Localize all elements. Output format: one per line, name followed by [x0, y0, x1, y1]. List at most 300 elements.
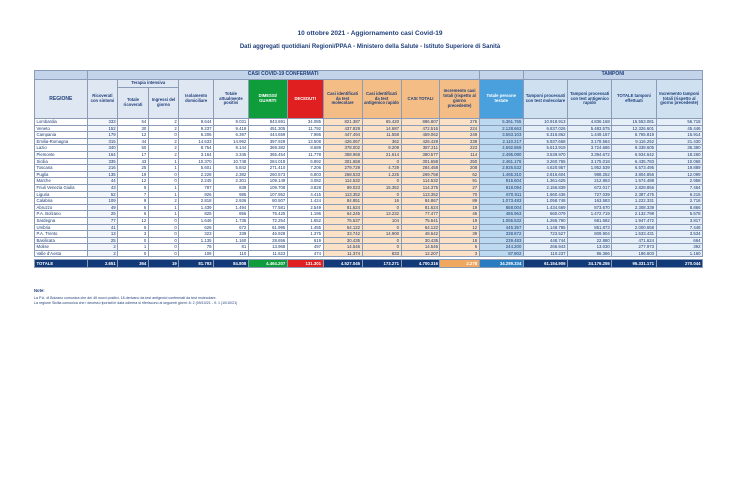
- table-cell: 9.338.605: [612, 145, 656, 152]
- table-cell: 335: [87, 158, 118, 165]
- table-cell: 985: [214, 191, 249, 198]
- total-row: [35, 260, 703, 268]
- region-cell: Campania: [35, 132, 88, 139]
- table-cell: 10.068: [656, 158, 702, 165]
- table-cell: 84.867: [401, 198, 440, 205]
- table-cell: 365.454: [248, 151, 287, 158]
- table-cell: 56.718: [656, 119, 702, 126]
- table-cell: 5.937.668: [523, 138, 567, 145]
- table-cell: 358.968: [323, 151, 362, 158]
- table-cell: 380.577: [401, 151, 440, 158]
- table-cell: 821.387: [323, 119, 362, 126]
- table-cell: 3.175.018: [568, 158, 612, 165]
- table-cell: 323: [179, 231, 214, 238]
- table-row: [35, 138, 703, 145]
- table-cell: 426.429: [401, 138, 440, 145]
- total-cell: 34.176.255: [568, 260, 612, 268]
- table-cell: 152: [87, 125, 118, 132]
- table-cell: 2: [148, 119, 179, 126]
- table-cell: 451.305: [248, 125, 287, 132]
- table-cell: 809.904: [568, 231, 612, 238]
- table-cell: 27: [440, 184, 479, 191]
- table-cell: 46: [440, 211, 479, 218]
- table-cell: 61.995: [248, 224, 287, 231]
- table-cell: 12.099: [656, 171, 702, 178]
- table-cell: 5.361.765: [479, 119, 523, 126]
- table-cell: 387.211: [401, 145, 440, 152]
- table-cell: 54: [118, 119, 149, 126]
- table-cell: 2.495.080: [479, 151, 523, 158]
- table-cell: 15.553.081: [612, 119, 656, 126]
- table-cell: 50: [118, 145, 149, 152]
- table-cell: 22.880: [568, 237, 612, 244]
- table-cell: 91: [440, 178, 479, 185]
- table-cell: 6.934.642: [612, 151, 656, 158]
- table-cell: 858.004: [479, 204, 523, 211]
- table-cell: 1.196: [287, 211, 323, 218]
- table-cell: 64.245: [323, 211, 362, 218]
- table-cell: 277.973: [612, 244, 656, 251]
- table-cell: 8.644: [179, 119, 214, 126]
- table-cell: 70: [440, 191, 479, 198]
- region-cell: Sicilia: [35, 158, 88, 165]
- table-cell: 10.918.913: [523, 119, 567, 126]
- table-cell: 2: [87, 244, 118, 251]
- table-cell: 6: [440, 244, 479, 251]
- table-cell: 19: [440, 204, 479, 211]
- table-cell: 3.804.856: [612, 171, 656, 178]
- table-cell: 0: [362, 158, 401, 165]
- table-cell: 0: [362, 244, 401, 251]
- table-cell: 1.135: [179, 237, 214, 244]
- table-cell: 14.546: [323, 244, 362, 251]
- page-title: 10 ottobre 2021 - Aggiornamento casi Covid-19: [297, 30, 443, 37]
- table-row: [35, 178, 703, 185]
- table-cell: 2.000.658: [612, 224, 656, 231]
- table-cell: 109.708: [248, 184, 287, 191]
- table-cell: 471.624: [612, 237, 656, 244]
- table-cell: 271.410: [248, 165, 287, 172]
- table-cell: 33.742: [323, 231, 362, 238]
- table-cell: 13.232: [362, 211, 401, 218]
- table-cell: 1.160: [214, 237, 249, 244]
- table-cell: 2.132.798: [612, 211, 656, 218]
- table-cell: 9.419: [214, 125, 249, 132]
- table-cell: 77.477: [401, 211, 440, 218]
- table-cell: 1.465.310: [479, 171, 523, 178]
- table-cell: 6.573.495: [612, 165, 656, 172]
- table-cell: 5.483.575: [568, 125, 612, 132]
- table-cell: 84.851: [323, 198, 362, 205]
- table-cell: 660.079: [523, 211, 567, 218]
- table-cell: 269.758: [401, 171, 440, 178]
- region-cell: Friuli Venezia Giulia: [35, 184, 88, 191]
- col-header-tamp-mol: Tamponi processati con test molecolare: [523, 80, 567, 119]
- table-row: [35, 250, 703, 257]
- table-cell: 301.658: [323, 158, 362, 165]
- table-cell: 1.646: [179, 217, 214, 224]
- table-cell: 0: [362, 178, 401, 185]
- table-cell: 1.434.669: [523, 204, 567, 211]
- col-header-incremento: Incremento casi totali (rispetto al giorno precedente): [440, 80, 479, 119]
- table-cell: 179: [87, 132, 118, 139]
- region-cell: Emilia-Romagna: [35, 138, 88, 145]
- table-cell: 15.352: [362, 184, 401, 191]
- col-header-molecolare: Casi identificati da test molecolare: [323, 80, 362, 119]
- total-cell: 4.464.207: [248, 260, 287, 268]
- table-cell: 3.539.970: [523, 151, 567, 158]
- table-cell: 437.829: [323, 125, 362, 132]
- table-row: [35, 204, 703, 211]
- table-cell: 833: [362, 250, 401, 257]
- table-cell: 6.206: [179, 132, 214, 139]
- table-cell: 1.055.532: [479, 217, 523, 224]
- table-row: [35, 231, 703, 238]
- table-cell: 81.624: [401, 204, 440, 211]
- total-cell: 2.278: [440, 260, 479, 268]
- table-cell: 459.062: [401, 132, 440, 139]
- table-cell: 0: [362, 191, 401, 198]
- table-cell: 216: [87, 165, 118, 172]
- table-cell: 856: [214, 211, 249, 218]
- table-cell: 164: [87, 151, 118, 158]
- table-cell: 244.200: [479, 244, 523, 251]
- table-cell: 5: [118, 224, 149, 231]
- table-cell: 3.817: [656, 217, 702, 224]
- col-header-ti-ingressi: Ingressi del giorno: [148, 88, 179, 119]
- table-cell: 239.483: [479, 237, 523, 244]
- table-cell: 472.516: [401, 125, 440, 132]
- table-cell: 4.620.957: [523, 165, 567, 172]
- table-row: [35, 184, 703, 191]
- table-cell: 727.039: [568, 191, 612, 198]
- table-cell: 2.128.663: [479, 125, 523, 132]
- table-cell: 41: [87, 224, 118, 231]
- table-row: [35, 165, 703, 172]
- table-cell: 114: [440, 151, 479, 158]
- region-cell: Molise: [35, 244, 88, 251]
- table-cell: 80.507: [248, 198, 287, 205]
- table-cell: 75.425: [248, 211, 287, 218]
- table-cell: 17: [118, 151, 149, 158]
- table-cell: 64.122: [323, 224, 362, 231]
- table-cell: 1.361.625: [523, 178, 567, 185]
- table-cell: 333: [87, 119, 118, 126]
- table-cell: 6.892: [287, 158, 323, 165]
- col-header-ricoverati: Ricoverati con sintomi: [87, 80, 118, 119]
- table-row: [35, 237, 703, 244]
- table-cell: 81.624: [323, 204, 362, 211]
- total-cell: 2.651: [87, 260, 118, 268]
- table-cell: 5.316.862: [523, 132, 567, 139]
- table-cell: 672.017: [568, 184, 612, 191]
- table-cell: 1.265.790: [523, 217, 567, 224]
- table-cell: 16: [362, 198, 401, 205]
- table-cell: 0: [148, 178, 179, 185]
- table-cell: 12: [118, 217, 149, 224]
- note-line-1: La P.A. di Bolzano comunica che dei 46 nuovi positivi, 18 derivano da test antigenici confermati da test molecolare.: [34, 296, 217, 300]
- table-cell: 11.623: [248, 250, 287, 257]
- note-line-2: La regione Sicilia comunica che i decessi riportati in data odierna si riferiscono ai seguenti giorni: 8: 2 (09/10/21 - 9: 1 (10/10/21): [34, 301, 238, 305]
- table-cell: 18: [440, 237, 479, 244]
- table-cell: 1.952.539: [568, 165, 612, 172]
- table-cell: 1.574.488: [612, 178, 656, 185]
- table-cell: 915.604: [479, 178, 523, 185]
- table-row: [35, 211, 703, 218]
- total-cell: 34.289.334: [479, 260, 523, 268]
- table-cell: 1: [148, 184, 179, 191]
- table-cell: 81: [214, 244, 249, 251]
- table-cell: 113.352: [401, 191, 440, 198]
- table-cell: 843.691: [248, 119, 287, 126]
- group-header-casi: CASI COVID-19 CONFERMATI: [87, 71, 479, 80]
- table-cell: 6.765.819: [612, 132, 656, 139]
- notes-title: Note:: [34, 288, 45, 293]
- table-cell: 0: [148, 250, 179, 257]
- table-cell: 2: [148, 125, 179, 132]
- table-cell: 338.872: [479, 231, 523, 238]
- table-cell: 14.546: [401, 244, 440, 251]
- table-cell: 11.792: [287, 125, 323, 132]
- table-cell: 12.326.601: [612, 125, 656, 132]
- table-cell: 212.863: [568, 178, 612, 185]
- table-row: [35, 125, 703, 132]
- table-cell: 1.652: [287, 217, 323, 224]
- table-cell: 6.215: [656, 191, 702, 198]
- region-cell: Lombardia: [35, 119, 88, 126]
- table-cell: 9: [118, 198, 149, 205]
- table-cell: 9.209: [362, 145, 401, 152]
- col-header-deceduti: DECEDUTI: [287, 80, 323, 119]
- table-cell: 196.603: [612, 250, 656, 257]
- table-cell: 21.430: [656, 138, 702, 145]
- notes: [34, 288, 534, 306]
- table-cell: 21.614: [362, 151, 401, 158]
- table-cell: 0: [362, 204, 401, 211]
- table-cell: 10.748: [214, 158, 249, 165]
- table-cell: 2.958: [656, 178, 702, 185]
- table-cell: 1.947.472: [612, 217, 656, 224]
- table-cell: 2.818: [179, 198, 214, 205]
- region-cell: Toscana: [35, 165, 88, 172]
- table-cell: 1.472.719: [568, 211, 612, 218]
- table-cell: 870.911: [479, 191, 523, 198]
- table-cell: 444.659: [248, 132, 287, 139]
- table-cell: 7.464: [656, 184, 702, 191]
- col-header-totale: CASI TOTALI: [401, 80, 440, 119]
- table-cell: 89: [440, 198, 479, 205]
- region-cell: Veneto: [35, 125, 88, 132]
- group-header-tamponi: TAMPONI: [523, 71, 702, 80]
- covid-table: [34, 70, 703, 268]
- table-cell: 3.082: [287, 178, 323, 185]
- table-cell: 239: [440, 138, 479, 145]
- table-cell: 30: [118, 125, 149, 132]
- table-cell: 114.532: [401, 178, 440, 185]
- col-header-testate: Totale persone testate: [479, 80, 523, 119]
- table-cell: 7.986: [287, 132, 323, 139]
- table-cell: 12.207: [401, 250, 440, 257]
- table-row: [35, 151, 703, 158]
- table-row: [35, 158, 703, 165]
- table-cell: 46.928: [248, 231, 287, 238]
- table-cell: 1.533.431: [612, 231, 656, 238]
- region-cell: Marche: [35, 178, 88, 185]
- table-cell: 825: [179, 211, 214, 218]
- table-cell: 6.803: [287, 171, 323, 178]
- col-header-tamp-ant: Tamponi processati con test antigenico rapido: [568, 80, 612, 119]
- table-cell: 926: [179, 191, 214, 198]
- table-cell: 1.058.748: [523, 198, 567, 205]
- table-cell: 1.455: [287, 224, 323, 231]
- table-cell: 1.439: [179, 204, 214, 211]
- table-row: [35, 132, 703, 139]
- table-cell: 108: [179, 250, 214, 257]
- table-cell: 672: [214, 224, 249, 231]
- table-cell: 1: [148, 165, 179, 172]
- page-subtitle: Dati aggregati quotidiani Regioni/PPAA - Ministero della Salute - Istituto Superiore di Sanità: [239, 44, 501, 50]
- table-cell: 2.110.217: [479, 138, 523, 145]
- table-row: [35, 119, 703, 126]
- table-cell: 104: [362, 217, 401, 224]
- table-cell: 2.228: [179, 171, 214, 178]
- table-cell: 2.156.839: [523, 184, 567, 191]
- table-cell: 14.633: [179, 138, 214, 145]
- table-cell: 397.929: [248, 138, 287, 145]
- table-cell: 11.374: [323, 250, 362, 257]
- table-cell: 279.729: [323, 165, 362, 172]
- table-cell: 3.394.672: [568, 151, 612, 158]
- table-cell: 18.260: [656, 151, 702, 158]
- table-cell: 988.252: [568, 171, 612, 178]
- table-cell: 2.301: [214, 178, 249, 185]
- table-cell: 49: [87, 204, 118, 211]
- table-cell: 1.424: [287, 198, 323, 205]
- table-cell: 107.952: [248, 191, 287, 198]
- table-row: [35, 224, 703, 231]
- table-cell: 52: [87, 191, 118, 198]
- table-cell: 0: [148, 132, 179, 139]
- table-cell: 2.936: [214, 198, 249, 205]
- table-cell: 5.842: [214, 165, 249, 172]
- table-cell: 447.494: [323, 132, 362, 139]
- table-cell: 448.744: [523, 237, 567, 244]
- table-cell: 109: [87, 198, 118, 205]
- table-cell: 13.030: [568, 244, 612, 251]
- table-cell: 839: [214, 184, 249, 191]
- table-row: [35, 198, 703, 205]
- table-cell: 8.754: [179, 145, 214, 152]
- table-cell: 1: [148, 211, 179, 218]
- table-cell: 0: [148, 217, 179, 224]
- table-cell: 208: [440, 165, 479, 172]
- table-row: [35, 217, 703, 224]
- table-cell: 15.914: [656, 132, 702, 139]
- group-header-blank: [35, 71, 88, 80]
- table-cell: 873.670: [568, 204, 612, 211]
- region-cell: P.A. Bolzano: [35, 211, 88, 218]
- table-cell: 9: [118, 184, 149, 191]
- table-cell: 1.660.436: [523, 191, 567, 198]
- table-cell: 284.018: [248, 158, 287, 165]
- region-cell: Puglia: [35, 171, 88, 178]
- table-cell: 113.352: [323, 191, 362, 198]
- table-cell: 4.692.869: [479, 145, 523, 152]
- col-header-dimessi: DIMESSI/ GUARITI: [248, 80, 287, 119]
- col-header-antigenico: Casi identificati da test antigenico rapido: [362, 80, 401, 119]
- col-header-terapia: Terapia intensiva: [118, 80, 179, 88]
- total-cell: 364: [118, 260, 149, 268]
- region-cell: Calabria: [35, 198, 88, 205]
- total-cell: 19: [148, 260, 179, 268]
- table-cell: 3.178.584: [568, 138, 612, 145]
- table-cell: 109.149: [248, 178, 287, 185]
- table-cell: 34.085: [287, 119, 323, 126]
- table-cell: 2: [148, 151, 179, 158]
- total-cell: 84.808: [214, 260, 249, 268]
- table-cell: 0: [362, 224, 401, 231]
- col-header-isolamento: Isolamento domiciliare: [179, 80, 214, 119]
- table-cell: 114.375: [401, 184, 440, 191]
- table-cell: 1.225: [362, 171, 401, 178]
- table-cell: 2.926.532: [479, 165, 523, 172]
- total-cell: 4.700.316: [401, 260, 440, 268]
- table-cell: 1: [118, 244, 149, 251]
- table-cell: 1.222.331: [612, 198, 656, 205]
- table-cell: 0: [148, 224, 179, 231]
- table-cell: 2: [148, 138, 179, 145]
- table-row: [35, 191, 703, 198]
- table-cell: 3: [118, 231, 149, 238]
- table-cell: 9.237: [179, 125, 214, 132]
- table-cell: 44: [118, 138, 149, 145]
- table-cell: 260.573: [248, 171, 287, 178]
- table-cell: 62: [440, 171, 479, 178]
- table-cell: 3.260.765: [523, 158, 567, 165]
- table-cell: 0: [148, 231, 179, 238]
- table-cell: 1.494: [214, 204, 249, 211]
- table-cell: 2.461.176: [479, 158, 523, 165]
- region-cell: Sardegna: [35, 217, 88, 224]
- table-cell: 77: [87, 217, 118, 224]
- table-cell: 13: [87, 231, 118, 238]
- table-cell: 10.370: [179, 158, 214, 165]
- table-cell: 276: [440, 119, 479, 126]
- table-cell: 886.807: [401, 119, 440, 126]
- table-cell: 2: [87, 250, 118, 257]
- table-cell: 5.601: [179, 165, 214, 172]
- region-cell: Lazio: [35, 145, 88, 152]
- table-cell: 30.435: [401, 237, 440, 244]
- table-cell: 1.375: [287, 231, 323, 238]
- table-cell: 43: [87, 184, 118, 191]
- total-label: TOTALE: [35, 260, 88, 268]
- table-cell: 2.716: [656, 198, 702, 205]
- table-cell: 2.387.475: [612, 191, 656, 198]
- table-cell: 224: [440, 125, 479, 132]
- table-cell: 392: [656, 244, 702, 251]
- table-cell: 14.992: [214, 138, 249, 145]
- table-cell: 65.420: [362, 119, 401, 126]
- table-cell: 249: [440, 132, 479, 139]
- total-cell: 131.301: [287, 260, 323, 268]
- table-cell: 11.778: [287, 151, 323, 158]
- region-cell: Liguria: [35, 191, 88, 198]
- table-cell: 2.549: [287, 204, 323, 211]
- table-cell: 6.397: [214, 132, 249, 139]
- table-cell: 4.415: [287, 191, 323, 198]
- table-cell: 1.735: [214, 217, 249, 224]
